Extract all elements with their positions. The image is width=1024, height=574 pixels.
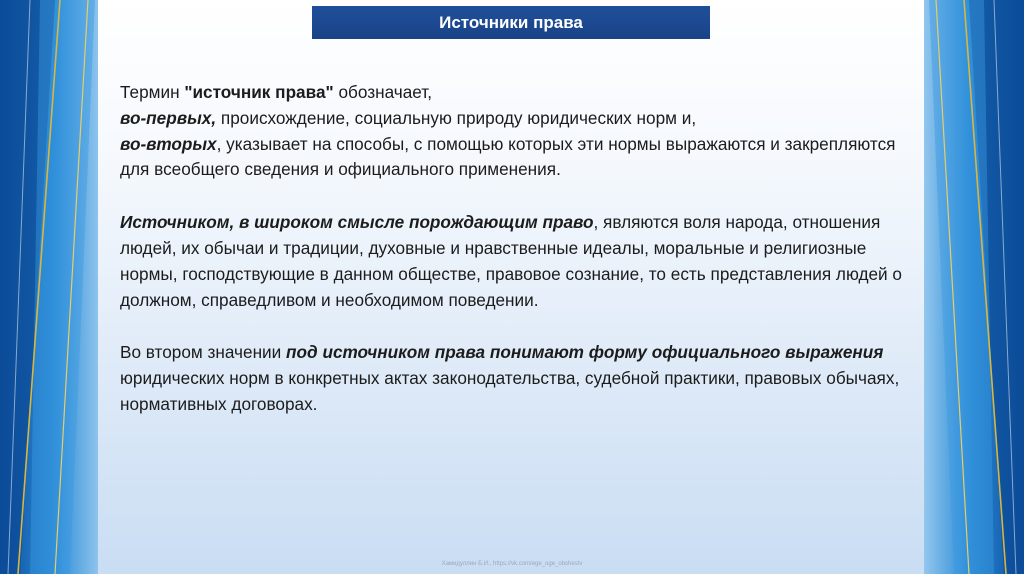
text-run: под источником права понимают форму официального выражения	[286, 342, 884, 363]
text-run: юридических норм в конкретных актах законодательства, судебной практики, правовых обычаях, нормативных договорах.	[120, 368, 900, 414]
text-run: во-первых,	[120, 107, 217, 128]
text-run: , являются воля народа, отношения людей, их обычаи и традиции, духовные и нравственные идеалы, моральные и религиозные нормы, господствующие в данном обществе, правовое сознание, то есть представления людей о должном, справедливом и необходимом поведении.	[120, 212, 902, 310]
text-run: Во втором значении	[120, 342, 287, 363]
paragraph-2	[120, 210, 910, 313]
text-run: Термин	[120, 82, 185, 102]
text-run: Источником, в широком смысле порождающим право	[120, 212, 594, 233]
slide-title-bar	[312, 6, 710, 39]
text-run: во-вторых	[120, 133, 217, 154]
slide-footer: Хамидуллин Б.И., https://vk.com/ege_oge_obshestv	[441, 561, 583, 567]
text-run: происхождение, социальную природу юридических норм и,	[216, 107, 697, 128]
paragraph-1	[120, 80, 910, 183]
paragraph-3	[120, 340, 910, 417]
text-run: , указывает на способы, с помощью которых эти нормы выражаются и закрепляются для всеобщего сведения и официального применения.	[120, 133, 896, 180]
slide-title: Источники права	[439, 12, 583, 32]
text-run: обозначает,	[333, 82, 433, 102]
text-run: "источник права"	[184, 82, 334, 102]
slide-body	[120, 80, 910, 445]
